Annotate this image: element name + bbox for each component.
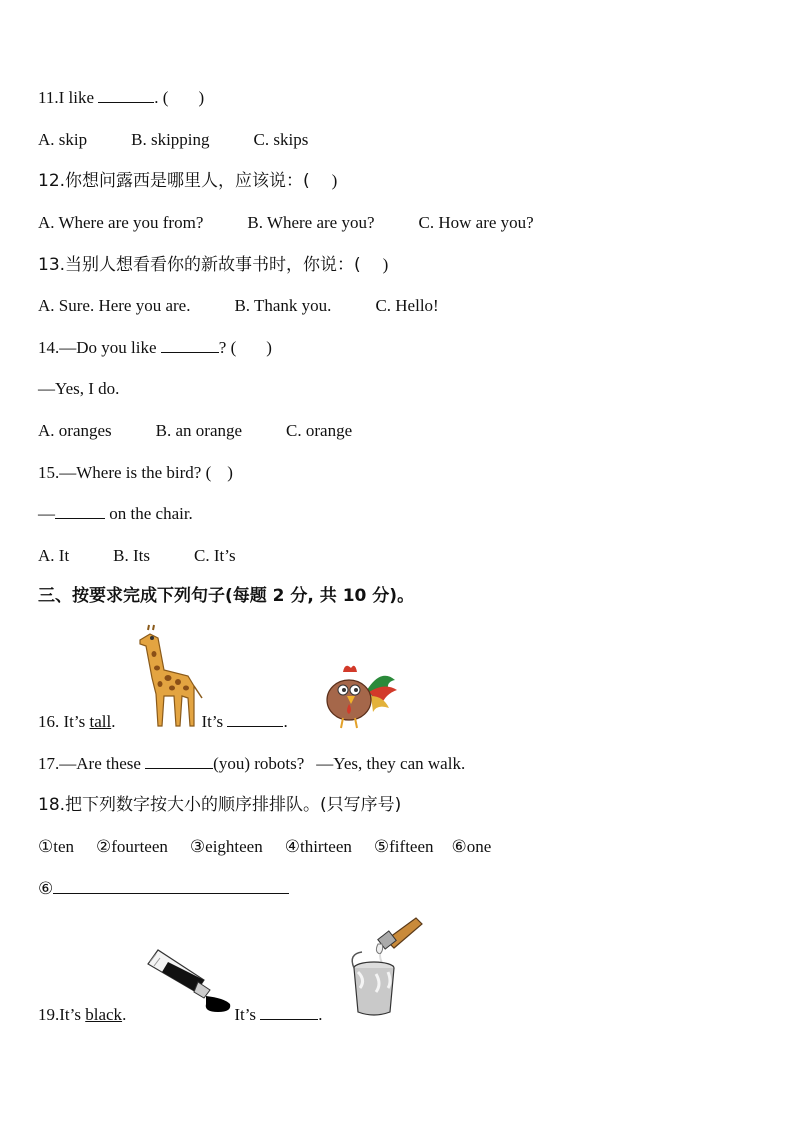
q18-item: ②fourteen — [96, 837, 168, 856]
q18-answer-line[interactable] — [53, 879, 289, 894]
rooster-icon — [315, 660, 399, 730]
q19-underlined-word: black — [85, 1005, 123, 1024]
q19-text: 19.It’s — [38, 1005, 86, 1024]
q11-option-c: C. skips — [253, 130, 309, 149]
q18-item: ③eighteen — [189, 837, 263, 856]
q14-option-a: A. oranges — [38, 421, 112, 440]
q13-option-b: B. Thank you. — [234, 296, 332, 315]
q18-item: ①ten — [38, 837, 75, 856]
q16-period: . — [111, 712, 116, 731]
q15-reply — [38, 504, 193, 524]
q11-options — [38, 130, 308, 150]
q11-paren-open: . ( — [154, 88, 169, 107]
q18-answer — [38, 879, 289, 899]
q11-stem: 11.I like — [38, 88, 99, 107]
q16-period-2: . — [283, 712, 288, 731]
q12-option-b: B. Where are you? — [247, 213, 375, 232]
q16-text-2: It’s — [201, 712, 228, 731]
question-12 — [38, 171, 337, 191]
q13-paren-close: ) — [382, 255, 389, 274]
q18-item: ⑤fifteen — [373, 837, 434, 856]
q17-reply: —Yes, they can walk. — [316, 754, 466, 773]
q16-blank[interactable] — [227, 712, 283, 727]
q19-period-2: . — [318, 1005, 323, 1024]
q18-items — [38, 837, 491, 857]
q12-paren-close: ) — [331, 171, 338, 190]
q14-paren-close: ) — [266, 338, 272, 357]
q12-option-c: C. How are you? — [418, 213, 534, 232]
q18-answer-prefix: ⑥ — [38, 879, 54, 898]
q14-blank[interactable] — [161, 338, 219, 353]
q12-stem: 12.你想问露西是哪里人，应该说：( — [38, 171, 310, 191]
paint-tube-icon — [144, 946, 240, 1014]
q11-blank[interactable] — [98, 88, 154, 103]
q15-blank[interactable] — [55, 504, 105, 519]
q13-stem: 13.当别人想看看你的新故事书时，你说：( — [38, 255, 361, 275]
q14-option-c: C. orange — [286, 421, 353, 440]
question-16 — [38, 712, 288, 732]
q12-options — [38, 213, 534, 233]
q19-blank[interactable] — [260, 1005, 318, 1020]
q15-option-a: A. It — [38, 546, 70, 565]
q11-option-b: B. skipping — [131, 130, 210, 149]
q14-stem: 14.—Do you like — [38, 338, 161, 357]
q15-paren-close: ) — [227, 463, 233, 482]
question-11 — [38, 88, 204, 108]
question-15 — [38, 463, 233, 483]
q15-reply-text: on the chair. — [105, 504, 193, 523]
q17-text: 17.—Are these — [38, 754, 146, 773]
section-3-title: 三、按要求完成下列句子(每题 2 分, 共 10 分)。 — [38, 586, 415, 606]
q14-reply: —Yes, I do. — [38, 379, 120, 398]
q11-option-a: A. skip — [38, 130, 88, 149]
q14-option-b: B. an orange — [155, 421, 243, 440]
q11-paren-close: ) — [198, 88, 205, 107]
q15-options — [38, 546, 236, 566]
q13-option-c: C. Hello! — [375, 296, 439, 315]
q13-options — [38, 296, 439, 316]
question-17 — [38, 754, 465, 774]
q18-item: ④thirteen — [284, 837, 352, 856]
q15-reply-dash: — — [38, 504, 55, 523]
paint-bucket-icon — [346, 914, 426, 1020]
q19-text-2: It’s — [234, 1005, 261, 1024]
q19-period: . — [122, 1005, 127, 1024]
q15-option-b: B. Its — [113, 546, 151, 565]
question-13 — [38, 255, 388, 275]
q16-underlined-word: tall — [89, 712, 112, 731]
question-19 — [38, 1005, 323, 1025]
q13-option-a: A. Sure. Here you are. — [38, 296, 191, 315]
q15-option-c: C. It’s — [194, 546, 236, 565]
question-18: 18.把下列数字按大小的顺序排排队。(只写序号) — [38, 795, 402, 815]
q16-text: 16. It’s — [38, 712, 90, 731]
q12-option-a: A. Where are you from? — [38, 213, 204, 232]
q14-paren-open: ? ( — [218, 338, 237, 357]
question-14 — [38, 338, 272, 358]
q17-blank[interactable] — [145, 754, 213, 769]
q15-stem: 15.—Where is the bird? ( — [38, 463, 212, 482]
q17-text-2: (you) robots? — [213, 754, 305, 773]
q14-options — [38, 421, 352, 441]
q18-item: ⑥one — [451, 837, 492, 856]
